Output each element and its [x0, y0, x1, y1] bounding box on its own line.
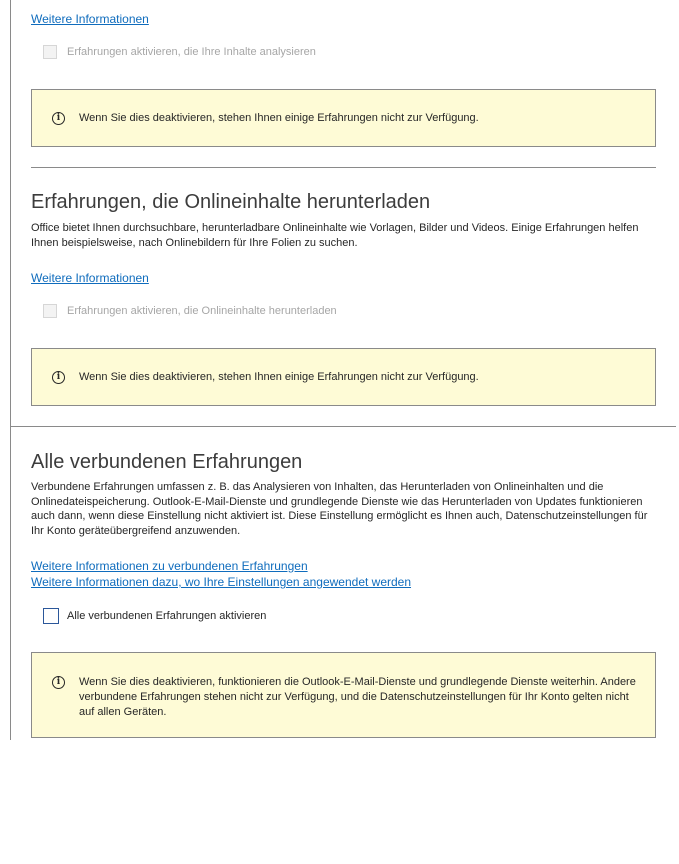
analyze-notice-text: Wenn Sie dies deaktivieren, stehen Ihnen einige Erfahrungen nicht zur Verfügung.	[79, 112, 479, 124]
analyze-checkbox-label: Erfahrungen aktivieren, die Ihre Inhalte analysieren	[67, 46, 316, 58]
section-divider	[31, 167, 656, 168]
analyze-checkbox[interactable]	[43, 45, 57, 59]
download-more-info-link[interactable]: Weitere Informationen	[31, 271, 149, 285]
connected-checkbox[interactable]	[43, 608, 59, 624]
download-notice	[31, 348, 656, 406]
download-checkbox-row	[43, 304, 337, 318]
analyze-checkbox-row	[43, 45, 316, 59]
info-icon: i	[52, 676, 65, 689]
settings-applied-link[interactable]: Weitere Informationen dazu, wo Ihre Einstellungen angewendet werden	[31, 575, 412, 589]
download-section-description: Office bietet Ihnen durchsuchbare, herunterladbare Onlineinhalte wie Vorlagen, Bilder und Videos. Einige Erfahrungen helfen Ihnen beispielsweise, nach Onlinebildern für Ihre Folien zu suchen.	[31, 222, 639, 249]
group-divider	[10, 426, 676, 427]
download-notice-text: Wenn Sie dies deaktivieren, stehen Ihnen einige Erfahrungen nicht zur Verfügung.	[79, 371, 479, 383]
connected-checkbox-row	[43, 608, 266, 624]
info-icon: i	[52, 371, 65, 384]
connected-section-heading: Alle verbundenen Erfahrungen	[31, 451, 303, 473]
connected-experiences-link[interactable]: Weitere Informationen zu verbundenen Erfahrungen	[31, 559, 308, 573]
analyze-notice	[31, 89, 656, 147]
connected-notice-text: Wenn Sie dies deaktivieren, funktionieren die Outlook-E-Mail-Dienste und grundlegende Dienste weiterhin. Andere verbundene Erfahrungen stehen nicht zur Verfügung, und die Datenschutzeinstellungen für Ihr Konto gelten nicht auf allen Geräten.	[79, 676, 636, 718]
download-checkbox-label: Erfahrungen aktivieren, die Onlineinhalte herunterladen	[67, 305, 337, 317]
download-section-heading: Erfahrungen, die Onlineinhalte herunterladen	[31, 191, 431, 213]
left-border	[10, 0, 11, 740]
analyze-more-info-link[interactable]: Weitere Informationen	[31, 12, 149, 26]
connected-section-description: Verbundene Erfahrungen umfassen z. B. das Analysieren von Inhalten, das Herunterladen von Onlineinhalten und die Onlinedateispeicherung. Outlook-E-Mail-Dienste und grundlegende Dienste wie das Herunterladen von Updates funktionieren auch dann, wenn diese Einstellung nicht aktiviert ist. Diese Einstellung ermöglicht es Ihnen auch, Datenschutzeinstellungen für Ihr Konto geräteübergreifend anzuwenden.	[31, 481, 648, 537]
info-icon: i	[52, 112, 65, 125]
connected-notice	[31, 652, 656, 738]
download-checkbox[interactable]	[43, 304, 57, 318]
connected-checkbox-label: Alle verbundenen Erfahrungen aktivieren	[67, 610, 267, 622]
